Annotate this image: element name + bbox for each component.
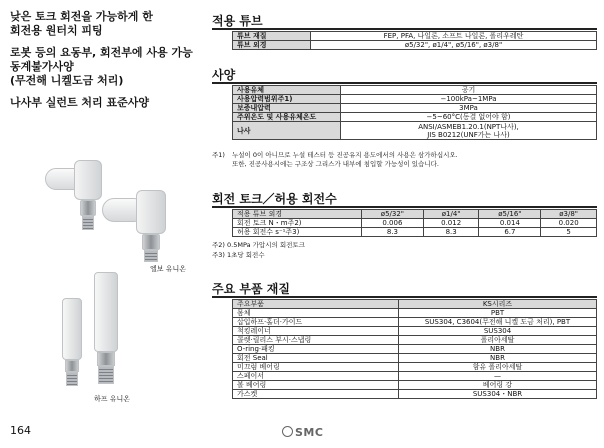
torque-value: 6.7 xyxy=(479,228,541,237)
part-name: 스페이서 xyxy=(233,372,399,381)
part-material: — xyxy=(399,372,597,381)
tube-label: 튜브 재질 xyxy=(233,32,311,41)
spec-value-line2: JIS B0212(UNF가는 나사) xyxy=(427,130,510,139)
table-row xyxy=(233,372,597,381)
part-name: 삽입하프·홀더·가이드 xyxy=(233,318,399,327)
spec-label: 보증내압력 xyxy=(233,104,341,113)
table-header-row xyxy=(233,300,597,309)
torque-header: ø3/8" xyxy=(541,210,597,219)
half-union-caption: 하프 유니온 xyxy=(94,395,131,403)
torque-value: 0.006 xyxy=(362,219,424,228)
torque-value: 8.3 xyxy=(362,228,424,237)
table-row xyxy=(233,104,597,113)
part-material: NBR xyxy=(399,354,597,363)
torque-note-2: 주3) 1초당 회전수 xyxy=(212,251,265,259)
torque-label: 회전 토크 N・m주2) xyxy=(233,219,362,228)
spec-label: 주위온도 및 사용유체온도 xyxy=(233,113,341,122)
elbow-union-caption: 엘보 유니온 xyxy=(150,265,187,273)
part-name: 가스켓 xyxy=(233,390,399,399)
section-rule-spec xyxy=(212,82,597,84)
table-row xyxy=(233,381,597,390)
table-row xyxy=(233,345,597,354)
table-row xyxy=(233,318,597,327)
torque-header: ø5/16" xyxy=(479,210,541,219)
spec-value: 공기 xyxy=(341,86,597,95)
spec-note-1: 누설이 0이 아니므로 누설 테스터 등 진공유지 용도에서의 사용은 삼가하십시오. xyxy=(232,151,458,159)
parts-table xyxy=(232,299,597,399)
table-row xyxy=(233,113,597,122)
part-material: 폴리아세탈 xyxy=(399,336,597,345)
part-name: 콜렛·릴리스 부시·스냅링 xyxy=(233,336,399,345)
spec-value-line1: ANSI/ASMEB1.20.1(NPT나사), xyxy=(418,122,519,131)
spec-label: 사용유체 xyxy=(233,86,341,95)
table-row xyxy=(233,354,597,363)
part-material: 베어링 강 xyxy=(399,381,597,390)
part-material: 함유 폴리아세탈 xyxy=(399,363,597,372)
torque-value: 0.020 xyxy=(541,219,597,228)
spec-label: 사용압력범위주1) xyxy=(233,95,341,104)
section-rule-tube xyxy=(212,28,597,30)
spec-note-mark: 주1) xyxy=(212,151,225,159)
section-title-parts: 주요 부품 재질 xyxy=(212,282,290,296)
feature-list xyxy=(10,10,200,118)
part-material: SUS304, C3604(무전해 니켈 도금 처리), PBT xyxy=(399,318,597,327)
table-row xyxy=(233,309,597,318)
part-name: O-ring·패킹 xyxy=(233,345,399,354)
table-row xyxy=(233,390,597,399)
section-rule-torque xyxy=(212,206,597,208)
parts-header: KS시리즈 xyxy=(399,300,597,309)
table-row xyxy=(233,363,597,372)
torque-table xyxy=(232,209,597,237)
spec-label: 나사 xyxy=(233,122,341,140)
part-name: 몸체 xyxy=(233,309,399,318)
feature-2: 로봇 등의 요동부, 회전부에 사용 가능 동계불가사양 (무전해 니켈도금 처리) xyxy=(10,46,193,87)
table-row xyxy=(233,219,597,228)
tube-label: 튜브 외경 xyxy=(233,41,311,50)
section-title-torque: 회전 토크／허용 회전수 xyxy=(212,192,337,206)
spec-value: 3MPa xyxy=(341,104,597,113)
part-material: PBT xyxy=(399,309,597,318)
spec-note-2: 또한, 진공사용시에는 구조상 그리스가 내부에 침입할 가능성이 있습니다. xyxy=(232,160,439,168)
spec-table xyxy=(232,85,597,140)
torque-header: ø5/32" xyxy=(362,210,424,219)
torque-header: 적용 튜브 외경 xyxy=(233,210,362,219)
part-name: 척킹레이너 xyxy=(233,327,399,336)
part-material: SUS304 xyxy=(399,327,597,336)
section-title-spec: 사양 xyxy=(212,68,236,82)
part-name: 회전 Seal xyxy=(233,354,399,363)
feature-3: 나사부 실런트 처리 표준사양 xyxy=(10,96,149,109)
table-row xyxy=(233,122,597,140)
section-rule-parts xyxy=(212,296,597,298)
spec-value: −100kPa~1MPa xyxy=(341,95,597,104)
half-union-photo xyxy=(60,268,140,408)
torque-value: 0.012 xyxy=(423,219,479,228)
table-row xyxy=(233,32,597,41)
table-row xyxy=(233,336,597,345)
part-material: NBR xyxy=(399,345,597,354)
brand-name: SMC xyxy=(295,426,324,439)
elbow-union-photo xyxy=(40,150,200,265)
parts-header: 주요부품 xyxy=(233,300,399,309)
table-row xyxy=(233,228,597,237)
page-number: 164 xyxy=(10,424,31,437)
tube-value: ø5/32", ø1/4", ø5/16", ø3/8" xyxy=(311,41,597,50)
spec-value xyxy=(341,122,597,140)
brand-mark-icon xyxy=(282,426,293,437)
tube-value: FEP, PFA, 나일론, 소프트 나일론, 폴리우레탄 xyxy=(311,32,597,41)
torque-header: ø1/4" xyxy=(423,210,479,219)
torque-value: 0.014 xyxy=(479,219,541,228)
feature-1: 낮은 토크 회전을 가능하게 한 회전용 원터치 피팅 xyxy=(10,10,153,37)
spec-value: −5~60°C(동결 없어야 함) xyxy=(341,113,597,122)
torque-value: 5 xyxy=(541,228,597,237)
torque-label: 허용 회전수 s⁻¹주3) xyxy=(233,228,362,237)
torque-note-1: 주2) 0.5MPa 가압시의 회전토크 xyxy=(212,241,305,249)
table-row xyxy=(233,95,597,104)
torque-value: 8.3 xyxy=(423,228,479,237)
table-row xyxy=(233,86,597,95)
brand-logo xyxy=(282,426,323,439)
section-title-tube: 적용 튜브 xyxy=(212,14,263,28)
table-header-row xyxy=(233,210,597,219)
part-name: 미끄럼 베어링 xyxy=(233,363,399,372)
table-row xyxy=(233,41,597,50)
table-row xyxy=(233,327,597,336)
part-name: 볼 베어링 xyxy=(233,381,399,390)
tube-table xyxy=(232,31,597,50)
part-material: SUS304・NBR xyxy=(399,390,597,399)
